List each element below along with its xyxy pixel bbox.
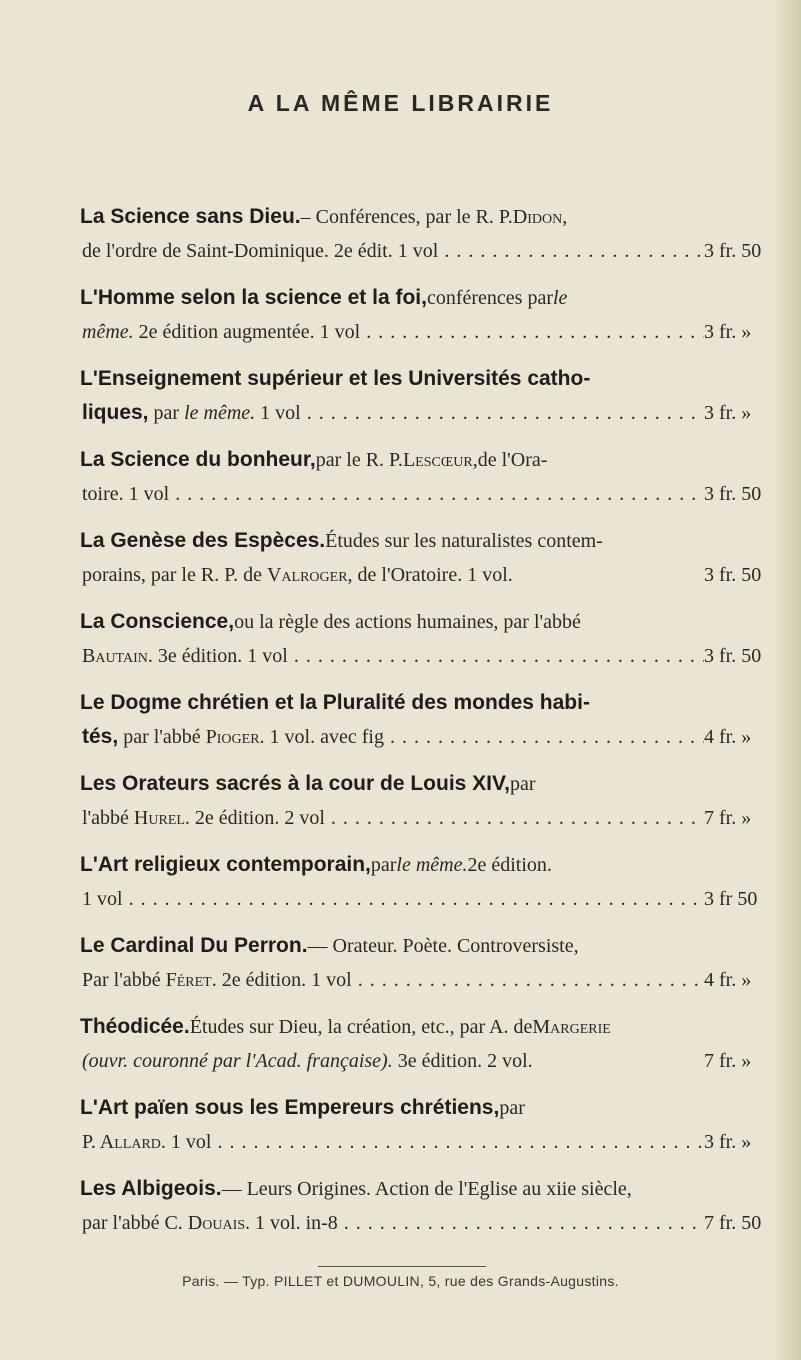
book-details: Par l'abbé — [82, 969, 166, 991]
book-description: Études sur les naturalistes contem- — [325, 530, 603, 552]
book-description: de l'Ora- — [477, 449, 548, 471]
book-details: 1 vol. in-8 — [250, 1212, 338, 1234]
list-item — [80, 200, 766, 268]
book-details: 2e édition augmentée. 1 vol — [133, 321, 361, 343]
list-item — [80, 1010, 766, 1078]
book-title: Les Orateurs sacrés à la cour de Louis XIV, — [80, 772, 510, 795]
list-item — [80, 929, 766, 997]
book-price: 3 fr. 50 — [704, 564, 762, 586]
book-title: L'Art religieux contemporain, — [80, 853, 371, 876]
book-title: Le Dogme chrétien et la Pluralité des mondes habi- — [80, 691, 590, 714]
list-item — [80, 443, 766, 511]
divider — [318, 1266, 486, 1267]
book-price: 7 fr. » — [704, 1050, 752, 1072]
book-price: 3 fr. 50 — [704, 240, 762, 262]
author-name: le même. — [396, 854, 468, 876]
author-name: Margerie — [532, 1016, 611, 1038]
book-details: par l'abbé — [82, 1212, 165, 1234]
book-price: 3 fr. » — [704, 321, 752, 343]
author-name: Pioger. — [205, 726, 265, 748]
book-description: par — [499, 1097, 525, 1119]
author-name: le même. — [184, 402, 256, 424]
book-details: par l'abbé — [118, 726, 206, 748]
list-item — [80, 686, 766, 754]
book-details: 1 vol — [165, 1131, 212, 1153]
book-details: toire. 1 vol — [82, 483, 170, 505]
book-title: La Science du bonheur, — [80, 448, 316, 471]
book-details: de l'ordre de Saint-Dominique. 2e édit. 1 vol — [82, 240, 439, 262]
book-details: 3e édition. 1 vol — [152, 645, 288, 667]
book-details: porains, par le R. P. de — [82, 564, 267, 586]
list-item — [80, 605, 766, 673]
book-price: 4 fr. » — [704, 726, 752, 748]
book-title: La Science sans Dieu. — [80, 205, 301, 228]
book-title: La Conscience, — [80, 610, 235, 633]
book-price: 7 fr. 50 — [704, 1212, 762, 1234]
book-title: liques, — [82, 401, 149, 424]
book-title: L'Enseignement supérieur et les Universités catho- — [80, 367, 591, 390]
book-title: Les Albigeois. — [80, 1177, 222, 1200]
book-details: par — [148, 402, 185, 424]
book-description: 2e édition. — [467, 854, 552, 876]
book-title: La Genèse des Espèces. — [80, 529, 326, 552]
printer-imprint: Paris. — Typ. PILLET et DUMOULIN, 5, rue des Grands-Augustins. — [182, 1273, 619, 1289]
book-description: Études sur Dieu, la création, etc., par A. de — [189, 1016, 533, 1038]
book-price: 3 fr. » — [704, 1131, 752, 1153]
book-description: – Conférences, par le R. P. — [300, 206, 513, 228]
author-name: Didon, — [512, 206, 568, 228]
book-title: Théodicée. — [80, 1015, 190, 1038]
author-name: Valroger, — [266, 564, 353, 586]
author-name: même. — [82, 321, 134, 343]
book-description: par — [370, 854, 397, 876]
book-price: 3 fr. » — [704, 402, 752, 424]
book-details: 1 vol — [82, 888, 123, 910]
list-item — [80, 524, 766, 592]
author-name: le — [552, 287, 568, 309]
author-name: C. Douais. — [164, 1212, 251, 1234]
book-title: Le Cardinal Du Perron. — [80, 934, 308, 957]
book-price: 4 fr. » — [704, 969, 752, 991]
book-description: conférences par — [426, 287, 553, 309]
book-price: 3 fr. 50 — [704, 483, 762, 505]
book-description: par le R. P. — [315, 449, 403, 471]
book-description: ou la règle des actions humaines, par l'abbé — [234, 611, 581, 633]
book-details: de l'Oratoire. 1 vol. — [352, 564, 513, 586]
book-details: 1 vol. avec fig — [264, 726, 384, 748]
book-details: 2e édition. 1 vol — [216, 969, 352, 991]
book-description: — Orateur. Poète. Controversiste, — [307, 935, 579, 957]
book-description: — Leurs Origines. Action de l'Eglise au xiie siècle, — [221, 1178, 632, 1200]
list-item — [80, 362, 766, 430]
author-name: Bautain. — [82, 645, 153, 667]
book-title: tés, — [82, 725, 119, 748]
book-details: 3e édition. 2 vol. — [392, 1050, 533, 1072]
book-title: L'Art païen sous les Empereurs chrétiens, — [80, 1096, 500, 1119]
book-price: 3 fr 50 — [704, 888, 758, 910]
book-description: par — [509, 773, 536, 795]
author-name: P. Allard. — [82, 1131, 166, 1153]
page-heading: A LA MÊME LIBRAIRIE — [247, 90, 554, 116]
book-title: L'Homme selon la science et la foi, — [80, 286, 427, 309]
book-details: 2e édition. 2 vol — [189, 807, 325, 829]
list-item — [80, 848, 766, 916]
page-edge — [773, 0, 801, 1360]
list-item — [80, 1172, 766, 1240]
list-item — [80, 767, 766, 835]
book-list — [80, 200, 766, 1253]
list-item — [80, 281, 766, 349]
author-name: Hurel. — [133, 807, 190, 829]
author-name: Féret. — [165, 969, 217, 991]
book-details: l'abbé — [82, 807, 134, 829]
book-details: 1 vol — [255, 402, 301, 424]
book-price: 7 fr. » — [704, 807, 752, 829]
list-item — [80, 1091, 766, 1159]
award-note: (ouvr. couronné par l'Acad. française). — [82, 1050, 393, 1072]
book-price: 3 fr. 50 — [704, 645, 762, 667]
author-name: Lescœur, — [402, 449, 478, 471]
